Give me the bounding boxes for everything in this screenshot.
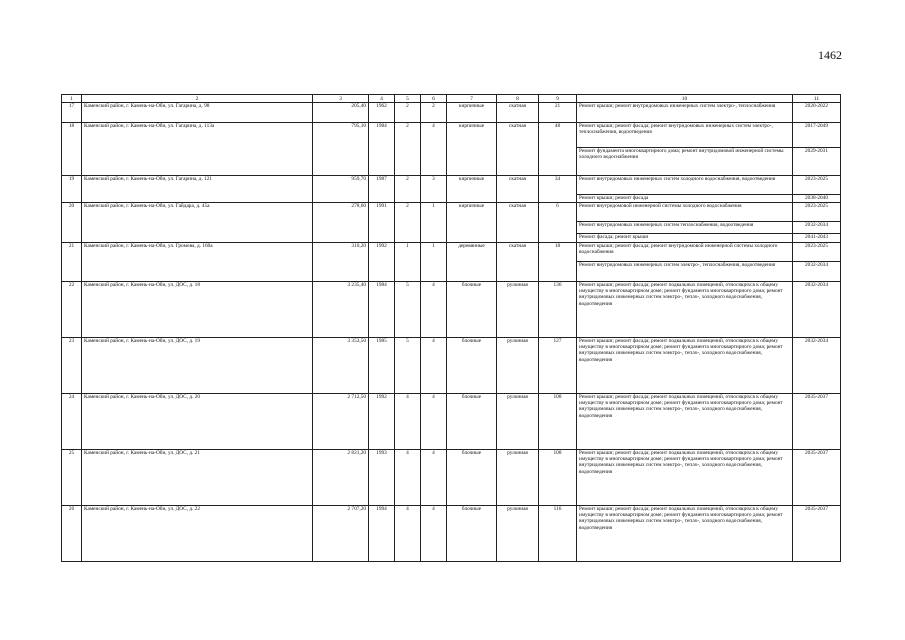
- table-row: [62, 103, 841, 123]
- column-9-value: 108: [539, 394, 577, 450]
- column-header-2: 2: [82, 95, 313, 103]
- column-header-4: 4: [369, 95, 395, 103]
- total-area: 2 821,20: [313, 450, 369, 506]
- column-5-value: 4: [395, 450, 421, 506]
- column-number-row: [62, 95, 841, 103]
- wall-material: кирпичные: [447, 103, 497, 123]
- year-built: 1985: [369, 338, 395, 394]
- column-5-value: 5: [395, 282, 421, 338]
- row-number: 19: [62, 176, 82, 203]
- roof-type: скатная: [497, 176, 539, 203]
- table-row: [62, 203, 841, 222]
- wall-material: блочные: [447, 282, 497, 338]
- column-5-value: 4: [395, 394, 421, 450]
- column-6-value: 4: [421, 123, 447, 176]
- total-area: 278,60: [313, 203, 369, 243]
- repair-works: Ремонт фасада; ремонт крыши: [577, 234, 793, 243]
- repair-period: 2020-2022: [793, 103, 841, 123]
- total-area: 205,40: [313, 103, 369, 123]
- column-9-value: 127: [539, 338, 577, 394]
- column-5-value: 1: [395, 243, 421, 282]
- column-5-value: 2: [395, 123, 421, 176]
- roof-type: скатная: [497, 103, 539, 123]
- year-built: 1962: [369, 103, 395, 123]
- address: Каменский район, г. Камень-на-Оби, ул. Громова, д. 160а: [82, 243, 313, 282]
- repair-works: Ремонт фундамента многоквартирного дома; ремонт внутридомовой инженерной системы холодного водоснабжения: [577, 148, 793, 176]
- column-header-10: 10: [577, 95, 793, 103]
- repair-period: 2017-2049: [793, 123, 841, 148]
- repair-works: Ремонт внутридомовых инженерных систем электро-, теплоснабжения, водоотведения: [577, 262, 793, 282]
- year-built: 1992: [369, 394, 395, 450]
- address: Каменский район, г. Камень-на-Оби, ул. Гагарина, д. 121: [82, 176, 313, 203]
- column-5-value: 5: [395, 338, 421, 394]
- column-9-value: 21: [539, 103, 577, 123]
- total-area: 3 235,40: [313, 282, 369, 338]
- repair-works: Ремонт внутридомовой инженерной системы холодного водоснабжения: [577, 203, 793, 222]
- column-9-value: 18: [539, 243, 577, 282]
- repair-period: 2023-2025: [793, 176, 841, 195]
- table-row: [62, 243, 841, 262]
- column-6-value: 1: [421, 243, 447, 282]
- roof-type: скатная: [497, 243, 539, 282]
- year-built: 1987: [369, 176, 395, 203]
- column-header-8: 8: [497, 95, 539, 103]
- column-5-value: 2: [395, 103, 421, 123]
- total-area: 959,70: [313, 176, 369, 203]
- wall-material: деревянные: [447, 243, 497, 282]
- roof-type: рулонная: [497, 338, 539, 394]
- column-6-value: 1: [421, 203, 447, 243]
- total-area: 2 707,20: [313, 506, 369, 562]
- column-header-1: 1: [62, 95, 82, 103]
- table-row: [62, 450, 841, 506]
- column-6-value: 4: [421, 282, 447, 338]
- roof-type: рулонная: [497, 450, 539, 506]
- repair-period: 2032-2034: [793, 262, 841, 282]
- column-header-5: 5: [395, 95, 421, 103]
- column-9-value: 136: [539, 282, 577, 338]
- repair-works: Ремонт крыши; ремонт внутридомовых инженерных систем электро-, теплоснабжения: [577, 103, 793, 123]
- year-built: 1992: [369, 243, 395, 282]
- column-6-value: 4: [421, 394, 447, 450]
- page-number: 1462: [818, 48, 842, 62]
- year-built: 1993: [369, 450, 395, 506]
- repair-works: Ремонт крыши; ремонт фасада; ремонт подвальных помещений, относящихся к общему имуществу в многоквартирном доме; ремонт фундамента многоквартирного дома; ремонт внутридомовых инженерных систем электро-, тепло-, холодного водоснабжения, водоотведения: [577, 506, 793, 562]
- roof-type: рулонная: [497, 282, 539, 338]
- table-row: [62, 123, 841, 148]
- wall-material: блочные: [447, 338, 497, 394]
- column-6-value: 4: [421, 506, 447, 562]
- table-row: [62, 394, 841, 450]
- row-number: 23: [62, 338, 82, 394]
- address: Каменский район, г. Камень-на-Оби, ул. Гайдара, д. 45а: [82, 203, 313, 243]
- repair-works: Ремонт крыши; ремонт фасада; ремонт подвальных помещений, относящихся к общему имуществу в многоквартирном доме; ремонт фундамента многоквартирного дома; ремонт внутридомовых инженерных систем электро-, тепло-, холодного водоснабжения, водоотведения: [577, 450, 793, 506]
- repair-period: 2041-2043: [793, 234, 841, 243]
- year-built: 1994: [369, 506, 395, 562]
- row-number: 26: [62, 506, 82, 562]
- column-9-value: 108: [539, 450, 577, 506]
- repair-period: 2032-2034: [793, 222, 841, 234]
- wall-material: блочные: [447, 506, 497, 562]
- column-6-value: 2: [421, 103, 447, 123]
- roof-type: рулонная: [497, 506, 539, 562]
- total-area: 3 353,50: [313, 338, 369, 394]
- table-row: [62, 282, 841, 338]
- column-header-6: 6: [421, 95, 447, 103]
- address: Каменский район, г. Камень-на-Оби, ул. Гагарина, д. 113а: [82, 123, 313, 176]
- repair-period: 2035-2037: [793, 450, 841, 506]
- table-row: [62, 506, 841, 562]
- total-area: 2 712,50: [313, 394, 369, 450]
- address: Каменский район, г. Камень-на-Оби, ул. ДОС, д. 18: [82, 282, 313, 338]
- table-row: [62, 176, 841, 195]
- repair-works: Ремонт крыши; ремонт фасада; ремонт подвальных помещений, относящихся к общему имуществу в многоквартирном доме; ремонт фундамента многоквартирного дома; ремонт внутридомовых инженерных систем электро-, тепло-, холодного водоснабжения, водоотведения: [577, 282, 793, 338]
- column-9-value: 116: [539, 506, 577, 562]
- table-row: [62, 338, 841, 394]
- column-header-9: 9: [539, 95, 577, 103]
- row-number: 22: [62, 282, 82, 338]
- row-number: 24: [62, 394, 82, 450]
- roof-type: рулонная: [497, 394, 539, 450]
- wall-material: кирпичные: [447, 176, 497, 203]
- column-9-value: 34: [539, 176, 577, 203]
- roof-type: скатная: [497, 123, 539, 176]
- address: Каменский район, г. Камень-на-Оби, ул. ДОС, д. 21: [82, 450, 313, 506]
- wall-material: блочные: [447, 450, 497, 506]
- row-number: 18: [62, 123, 82, 176]
- repair-works: Ремонт внутридомовых инженерных систем холодного водоснабжения, водоотведения: [577, 176, 793, 195]
- column-6-value: 4: [421, 450, 447, 506]
- address: Каменский район, г. Камень-на-Оби, ул. ДОС, д. 20: [82, 394, 313, 450]
- repair-works: Ремонт крыши; ремонт фасада; ремонт внутридомовых инженерных систем электро-, теплоснабжения, водоотведения: [577, 123, 793, 148]
- column-6-value: 3: [421, 176, 447, 203]
- total-area: 795,10: [313, 123, 369, 176]
- repair-period: 2023-2025: [793, 203, 841, 222]
- row-number: 21: [62, 243, 82, 282]
- wall-material: блочные: [447, 394, 497, 450]
- address: Каменский район, г. Камень-на-Оби, ул. ДОС, д. 22: [82, 506, 313, 562]
- repair-period: 2032-2034: [793, 338, 841, 394]
- column-header-11: 11: [793, 95, 841, 103]
- column-9-value: 6: [539, 203, 577, 243]
- wall-material: кирпичные: [447, 123, 497, 176]
- column-5-value: 2: [395, 203, 421, 243]
- row-number: 20: [62, 203, 82, 243]
- repair-works: Ремонт крыши; ремонт фасада: [577, 195, 793, 203]
- address: Каменский район, г. Камень-на-Оби, ул. Гагарина, д. 98: [82, 103, 313, 123]
- column-header-3: 3: [313, 95, 369, 103]
- row-number: 25: [62, 450, 82, 506]
- address: Каменский район, г. Камень-на-Оби, ул. ДОС, д. 19: [82, 338, 313, 394]
- row-number: 17: [62, 103, 82, 123]
- repair-period: 2023-2025: [793, 243, 841, 262]
- wall-material: кирпичные: [447, 203, 497, 243]
- column-5-value: 4: [395, 506, 421, 562]
- housing-register-table: [61, 94, 841, 562]
- repair-works: Ремонт крыши; ремонт фасада; ремонт подвальных помещений, относящихся к общему имуществу в многоквартирном доме; ремонт фундамента многоквартирного дома; ремонт внутридомовых инженерных систем электро-, тепло-, холодного водоснабжения, водоотведения: [577, 338, 793, 394]
- year-built: 1991: [369, 203, 395, 243]
- column-6-value: 4: [421, 338, 447, 394]
- total-area: 310,20: [313, 243, 369, 282]
- repair-works: Ремонт крыши; ремонт фасада; ремонт внутридомовой инженерной системы холодного водоснабжения: [577, 243, 793, 262]
- repair-period: 2032-2034: [793, 282, 841, 338]
- year-built: 1984: [369, 282, 395, 338]
- column-5-value: 2: [395, 176, 421, 203]
- repair-works: Ремонт внутридомовых инженерных систем теплоснабжения, водоотведения: [577, 222, 793, 234]
- repair-works: Ремонт крыши; ремонт фасада; ремонт подвальных помещений, относящихся к общему имуществу в многоквартирном доме; ремонт фундамента многоквартирного дома; ремонт внутридомовых инженерных систем электро-, тепло-, холодного водоснабжения, водоотведения: [577, 394, 793, 450]
- column-9-value: 48: [539, 123, 577, 176]
- repair-period: 2029-2031: [793, 148, 841, 176]
- roof-type: скатная: [497, 203, 539, 243]
- repair-period: 2035-2037: [793, 506, 841, 562]
- year-built: 1984: [369, 123, 395, 176]
- repair-period: 2038-2040: [793, 195, 841, 203]
- repair-period: 2035-2037: [793, 394, 841, 450]
- column-header-7: 7: [447, 95, 497, 103]
